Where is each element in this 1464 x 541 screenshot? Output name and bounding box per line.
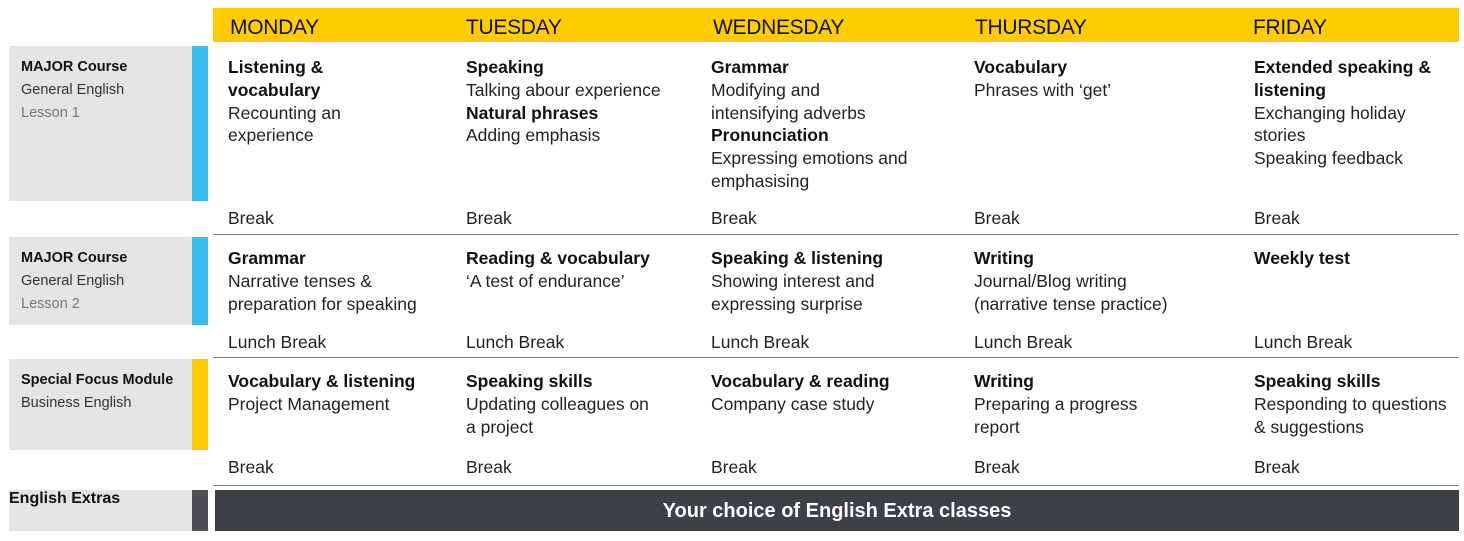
row-label-3 bbox=[9, 359, 192, 450]
activity-title: Speaking skills bbox=[1254, 371, 1381, 391]
activity-title: vocabulary bbox=[228, 79, 321, 100]
activity-detail: intensifying adverbs bbox=[711, 102, 866, 123]
activity-detail: ‘A test of endurance’ bbox=[466, 270, 625, 291]
row-subtitle: Business English bbox=[21, 395, 132, 411]
activity-detail: stories bbox=[1254, 125, 1306, 146]
row-title: MAJOR Course bbox=[21, 250, 128, 266]
activity-detail: Updating colleagues on bbox=[466, 393, 649, 414]
activity-detail: preparation for speaking bbox=[228, 293, 417, 314]
break-label: Lunch Break bbox=[711, 332, 810, 352]
activity-detail: experience bbox=[228, 125, 314, 146]
activity-title: Speaking skills bbox=[466, 371, 593, 391]
schedule-cell bbox=[711, 370, 890, 416]
schedule-cell bbox=[1254, 56, 1431, 170]
schedule-cell bbox=[711, 247, 883, 315]
schedule-cell bbox=[466, 370, 649, 438]
activity-detail: Expressing emotions and bbox=[711, 148, 908, 169]
row-title: Special Focus Module bbox=[21, 372, 174, 388]
row-label-2 bbox=[9, 237, 192, 325]
row-subtitle: General English bbox=[21, 273, 125, 289]
day-header-tuesday: TUESDAY bbox=[466, 16, 562, 39]
row-lesson: Lesson 1 bbox=[21, 105, 80, 121]
activity-detail: Project Management bbox=[228, 393, 390, 414]
activity-title: Speaking bbox=[466, 57, 544, 77]
activity-title: Speaking & listening bbox=[711, 248, 884, 268]
schedule-cell bbox=[1254, 247, 1350, 270]
activity-detail: Speaking feedback bbox=[1254, 148, 1403, 169]
schedule-cell bbox=[228, 56, 341, 147]
schedule-cell bbox=[466, 247, 650, 293]
row-title: MAJOR Course bbox=[21, 59, 128, 75]
row-color-bar bbox=[192, 46, 208, 201]
activity-detail: Adding emphasis bbox=[466, 125, 601, 146]
break-label: Break bbox=[228, 208, 274, 228]
break-label: Lunch Break bbox=[1254, 332, 1353, 352]
activity-title: listening bbox=[1254, 79, 1326, 100]
schedule-cell bbox=[228, 370, 415, 416]
activity-detail: expressing surprise bbox=[711, 293, 863, 314]
schedule-cell bbox=[228, 247, 417, 315]
break-label: Lunch Break bbox=[228, 332, 327, 352]
break-label: Break bbox=[974, 457, 1020, 477]
schedule-cell bbox=[711, 56, 908, 193]
break-label: Lunch Break bbox=[974, 332, 1073, 352]
activity-title: Writing bbox=[974, 371, 1034, 391]
activity-title: Vocabulary & reading bbox=[711, 371, 890, 391]
activity-title: Grammar bbox=[228, 248, 306, 268]
activity-detail: Exchanging holiday bbox=[1254, 102, 1406, 123]
break-label: Break bbox=[1254, 208, 1300, 228]
activity-detail: Showing interest and bbox=[711, 270, 875, 291]
break-label: Break bbox=[466, 208, 512, 228]
extras-banner: Your choice of English Extra classes bbox=[215, 490, 1459, 531]
schedule-cell bbox=[974, 370, 1137, 438]
row-subtitle: General English bbox=[21, 82, 125, 98]
activity-detail: Responding to questions bbox=[1254, 393, 1447, 414]
row-divider bbox=[213, 234, 1459, 235]
activity-detail: Recounting an bbox=[228, 102, 341, 123]
row-lesson: Lesson 2 bbox=[21, 296, 80, 312]
row-divider bbox=[213, 357, 1459, 358]
schedule-cell bbox=[1254, 370, 1447, 438]
break-label: Break bbox=[711, 457, 757, 477]
activity-title: Grammar bbox=[711, 57, 789, 77]
break-label: Break bbox=[1254, 457, 1300, 477]
schedule-cell bbox=[974, 247, 1168, 315]
activity-title: Extended speaking & bbox=[1254, 57, 1431, 77]
break-label: Break bbox=[974, 208, 1020, 228]
day-header-wednesday: WEDNESDAY bbox=[713, 16, 845, 39]
activity-detail: (narrative tense practice) bbox=[974, 293, 1168, 314]
break-label: Break bbox=[228, 457, 274, 477]
activity-detail: emphasising bbox=[711, 170, 810, 191]
activity-title: Weekly test bbox=[1254, 248, 1350, 268]
day-header-friday: FRIDAY bbox=[1253, 16, 1327, 39]
activity-detail: Journal/Blog writing bbox=[974, 270, 1127, 291]
row-color-bar bbox=[192, 490, 208, 531]
activity-title: Listening & bbox=[228, 57, 324, 77]
activity-detail: Company case study bbox=[711, 393, 875, 414]
activity-title: Pronunciation bbox=[711, 125, 829, 146]
activity-title: Vocabulary bbox=[974, 57, 1068, 77]
activity-detail: Narrative tenses & bbox=[228, 270, 372, 291]
break-label: Break bbox=[466, 457, 512, 477]
row-label-1 bbox=[9, 46, 192, 201]
activity-detail: Talking abour experience bbox=[466, 79, 661, 100]
activity-detail: a project bbox=[466, 416, 534, 437]
activity-detail: Modifying and bbox=[711, 79, 820, 100]
schedule-cell bbox=[466, 56, 661, 147]
activity-detail: & suggestions bbox=[1254, 416, 1364, 437]
row-divider bbox=[213, 485, 1459, 486]
activity-detail: report bbox=[974, 416, 1020, 437]
day-header-monday: MONDAY bbox=[230, 16, 319, 39]
activity-title: Writing bbox=[974, 248, 1034, 268]
day-header-thursday: THURSDAY bbox=[975, 16, 1087, 39]
row-label-english-extras bbox=[9, 490, 192, 531]
row-color-bar bbox=[192, 359, 208, 450]
activity-title: Natural phrases bbox=[466, 102, 599, 123]
schedule-cell bbox=[974, 56, 1111, 102]
activity-title: Reading & vocabulary bbox=[466, 248, 650, 268]
activity-detail: Phrases with ‘get’ bbox=[974, 79, 1112, 100]
row-title: English Extras bbox=[9, 490, 121, 507]
activity-title: Vocabulary & listening bbox=[228, 371, 416, 391]
break-label: Lunch Break bbox=[466, 332, 565, 352]
break-label: Break bbox=[711, 208, 757, 228]
activity-detail: Preparing a progress bbox=[974, 393, 1138, 414]
row-color-bar bbox=[192, 237, 208, 325]
